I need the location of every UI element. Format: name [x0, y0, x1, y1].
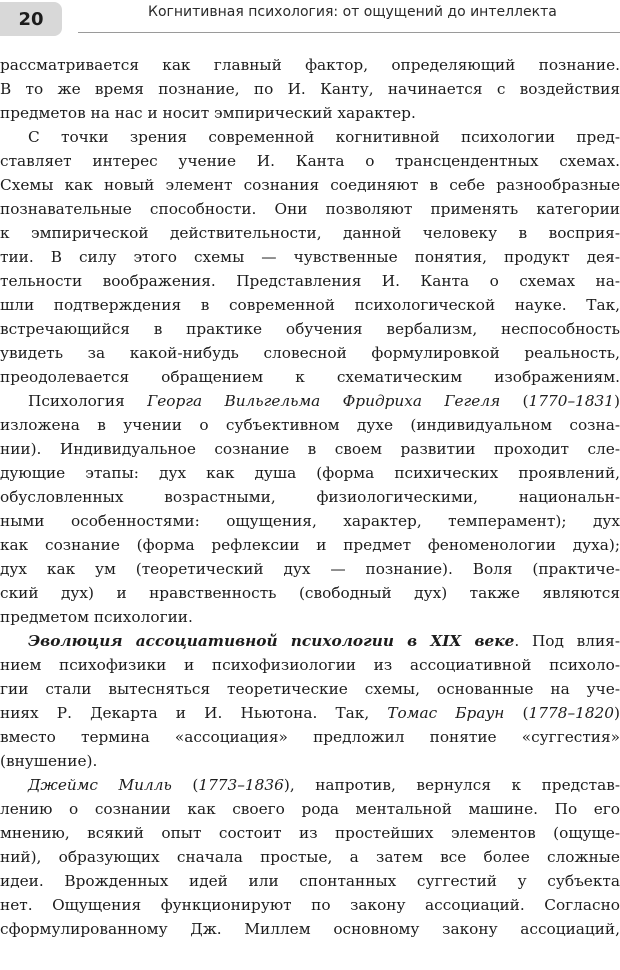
section-heading: Эволюция ассоциативной психологии в XIX веке	[28, 632, 515, 650]
person-name: Георга Вильгельма Фридриха Гегеля	[147, 392, 501, 410]
text-line	[0, 773, 620, 797]
text-run: (	[504, 704, 529, 722]
text-line: С точки зрения современной когнитивной психологии пред-	[28, 128, 620, 146]
text-line: сформулированному Дж. Миллем основному закону ассоциаций,	[0, 920, 620, 938]
page-number: 20	[0, 2, 62, 36]
text-line: шли подтверждения в современной психологической науке. Так,	[0, 296, 620, 314]
page-body	[0, 53, 620, 941]
text-run: ), напротив, вернулся к представ-	[283, 776, 620, 794]
text-line: ский дух) и нравственность (свободный дух) также являются	[0, 584, 620, 602]
text-run: )	[614, 704, 620, 722]
text-line: гии стали вытесняться теоретические схемы, основанные на уче-	[0, 680, 620, 698]
text-line	[0, 629, 620, 653]
text-line: увидеть за какой-нибудь словесной формулировкой реальность,	[0, 344, 620, 362]
text-run: )	[614, 392, 620, 410]
text-line: вместо термина «ассоциация» предложил понятие «суггестия»	[0, 728, 620, 746]
text-line: нии). Индивидуальное сознание в своем развитии проходит сле-	[0, 440, 620, 458]
page-header	[0, 0, 620, 40]
text-line: тельности воображения. Представления И. Канта о схемах на-	[0, 272, 620, 290]
person-years: 1778–1820	[528, 704, 615, 722]
text-line: предметов на нас и носит эмпирический характер.	[0, 104, 416, 122]
text-line: встречающийся в практике обучения вербализм, неспособность	[0, 320, 620, 338]
text-line: ставляет интерес учение И. Канта о трансцендентных схемах.	[0, 152, 620, 170]
text-line: изложена в учении о субъективном духе (индивидуальном созна-	[0, 416, 620, 434]
person-name: Томас Браун	[387, 704, 505, 722]
text-line: нет. Ощущения функционируют по закону ассоциаций. Согласно	[0, 896, 620, 914]
text-line: обусловленных возрастными, физиологическими, национальн-	[0, 488, 620, 506]
text-line: тии. В силу этого схемы — чувственные понятия, продукт дея-	[0, 248, 620, 266]
running-title: Когнитивная психология: от ощущений до интеллекта	[148, 4, 557, 20]
person-name: Джеймс Милль	[28, 776, 172, 794]
text-line: познавательные способности. Они позволяют применять категории	[0, 200, 620, 218]
text-run: Психология	[28, 392, 148, 410]
text-line: В то же время познание, по И. Канту, начинается с воздействия	[0, 80, 620, 98]
person-years: 1770–1831	[528, 392, 615, 410]
text-line	[0, 389, 620, 413]
text-line: как сознание (форма рефлексии и предмет феноменологии духа);	[0, 536, 620, 554]
text-line: мнению, всякий опыт состоит из простейших элементов (ощуще-	[0, 824, 620, 842]
text-line: дующие этапы: дух как душа (форма психических проявлений,	[0, 464, 620, 482]
header-rule	[78, 32, 620, 33]
text-line: предметом психологии.	[0, 608, 193, 626]
text-line: Схемы как новый элемент сознания соединяют в себе разнообразные	[0, 176, 620, 194]
text-line: к эмпирической действительности, данной человеку в восприя-	[0, 224, 620, 242]
text-run: (	[171, 776, 199, 794]
text-line	[0, 701, 620, 725]
text-line: идеи. Врожденных идей или спонтанных суггестий у субъекта	[0, 872, 620, 890]
text-line: (внушение).	[0, 752, 98, 770]
text-line: нием психофизики и психофизиологии из ассоциативной психоло-	[0, 656, 620, 674]
text-line: дух как ум (теоретический дух — познание). Воля (практиче-	[0, 560, 620, 578]
text-line: преодолевается обращением к схематическим изображениям.	[0, 368, 620, 386]
text-run: (	[500, 392, 529, 410]
text-line: ний), образующих сначала простые, а затем все более сложные	[0, 848, 620, 866]
text-line: лению о сознании как своего рода ментальной машине. По его	[0, 800, 620, 818]
text-run: ниях Р. Декарта и И. Ньютона. Так,	[0, 704, 388, 722]
text-line: рассматривается как главный фактор, определяющий познание.	[0, 56, 620, 74]
text-line: ными особенностями: ощущения, характер, темперамент); дух	[0, 512, 620, 530]
text-run: . Под влия-	[514, 632, 620, 650]
person-years: 1773–1836	[198, 776, 284, 794]
